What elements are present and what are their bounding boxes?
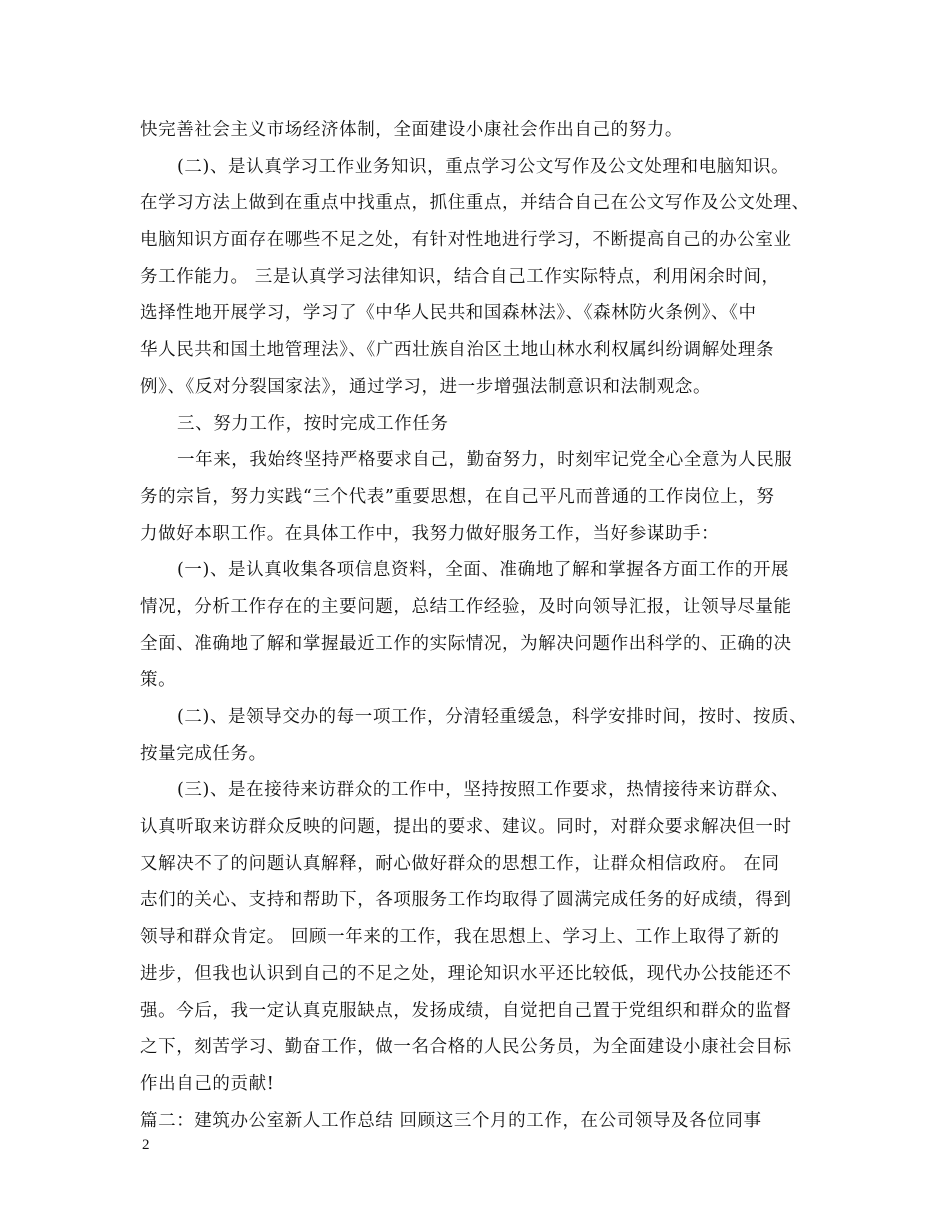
text-line: 认真听取来访群众反映的问题，提出的要求、建议。同时，对群众要求解决但一时 xyxy=(140,817,792,838)
text-line: 选择性地开展学习，学习了《中华人民共和国森林法》、《森林防火条例》、《中 xyxy=(140,303,757,324)
text-line: 篇二：建筑办公室新人工作总结 回顾这三个月的工作，在公司领导及各位同事 xyxy=(140,1110,762,1131)
text-line: 作出自己的贡献! xyxy=(140,1073,275,1094)
text-line: 电脑知识方面存在哪些不足之处，有针对性地进行学习，不断提高自己的办公室业 xyxy=(140,230,792,251)
text-line: 进步，但我也认识到自己的不足之处，理论知识水平还比较低，现代办公技能还不 xyxy=(140,963,792,984)
text-line: 务的宗旨，努力实践“三个代表”重要思想，在自己平凡而普通的工作岗位上，努 xyxy=(140,486,775,507)
text-line: 快完善社会主义市场经济体制，全面建设小康社会作出自己的努力。 xyxy=(140,120,683,140)
text-line: 又解决不了的问题认真解释，耐心做好群众的思想工作，让群众相信政府。 在同 xyxy=(140,853,780,874)
text-line: 务工作能力。 三是认真学习法律知识，结合自己工作实际特点，利用闲余时间， xyxy=(140,266,780,287)
text-line: 志们的关心、支持和帮助下，各项服务工作均取得了圆满完成任务的好成绩，得到 xyxy=(140,890,792,911)
text-line: (二)、是领导交办的每一项工作，分清轻重缓急，科学安排时间，按时、按质、 xyxy=(177,707,808,727)
text-line: 一年来，我始终坚持严格要求自己，勤奋努力，时刻牢记党全心全意为人民服 xyxy=(177,450,793,471)
text-line: 策。 xyxy=(140,670,177,691)
text-line: 之下，刻苦学习、勤奋工作，做一名合格的人民公务员，为全面建设小康社会目标 xyxy=(140,1037,792,1058)
text-line: 在学习方法上做到在重点中找重点，抓住重点，并结合自己在公文写作及公文处理、 xyxy=(140,193,810,214)
page-number: 2 xyxy=(142,1137,150,1153)
document-body xyxy=(140,112,830,1139)
text-line: 强。今后，我一定认真克服缺点，发扬成绩，自觉把自己置于党组织和群众的监督 xyxy=(140,1000,792,1021)
text-line: 全面、准确地了解和掌握最近工作的实际情况，为解决问题作出科学的、正确的决 xyxy=(140,633,792,654)
text-line: (一)、是认真收集各项信息资料，全面、准确地了解和掌握各方面工作的开展 xyxy=(177,560,790,581)
text-line: 领导和群众肯定。 回顾一年来的工作，我在思想上、学习上、工作上取得了新的 xyxy=(140,927,780,948)
text-line: 情况，分析工作存在的主要问题，总结工作经验，及时向领导汇报，让领导尽量能 xyxy=(140,596,792,617)
text-line: (二)、是认真学习工作业务知识，重点学习公文写作及公文处理和电脑知识。 xyxy=(177,156,790,177)
text-line: 华人民共和国土地管理法》、《广西壮族自治区土地山林水利权属纠纷调解处理条 xyxy=(140,340,775,361)
text-line: 例》、《反对分裂国家法》，通过学习，进一步增强法制意识和法制观念。 xyxy=(140,376,712,397)
text-line: (三)、是在接待来访群众的工作中，坚持按照工作要求，热情接待来访群众、 xyxy=(177,780,790,801)
text-line: 力做好本职工作。在具体工作中，我努力做好服务工作，当好参谋助手： xyxy=(140,523,720,544)
section-heading: 三、努力工作，按时完成工作任务 xyxy=(177,413,449,434)
text-line: 按量完成任务。 xyxy=(140,743,267,764)
